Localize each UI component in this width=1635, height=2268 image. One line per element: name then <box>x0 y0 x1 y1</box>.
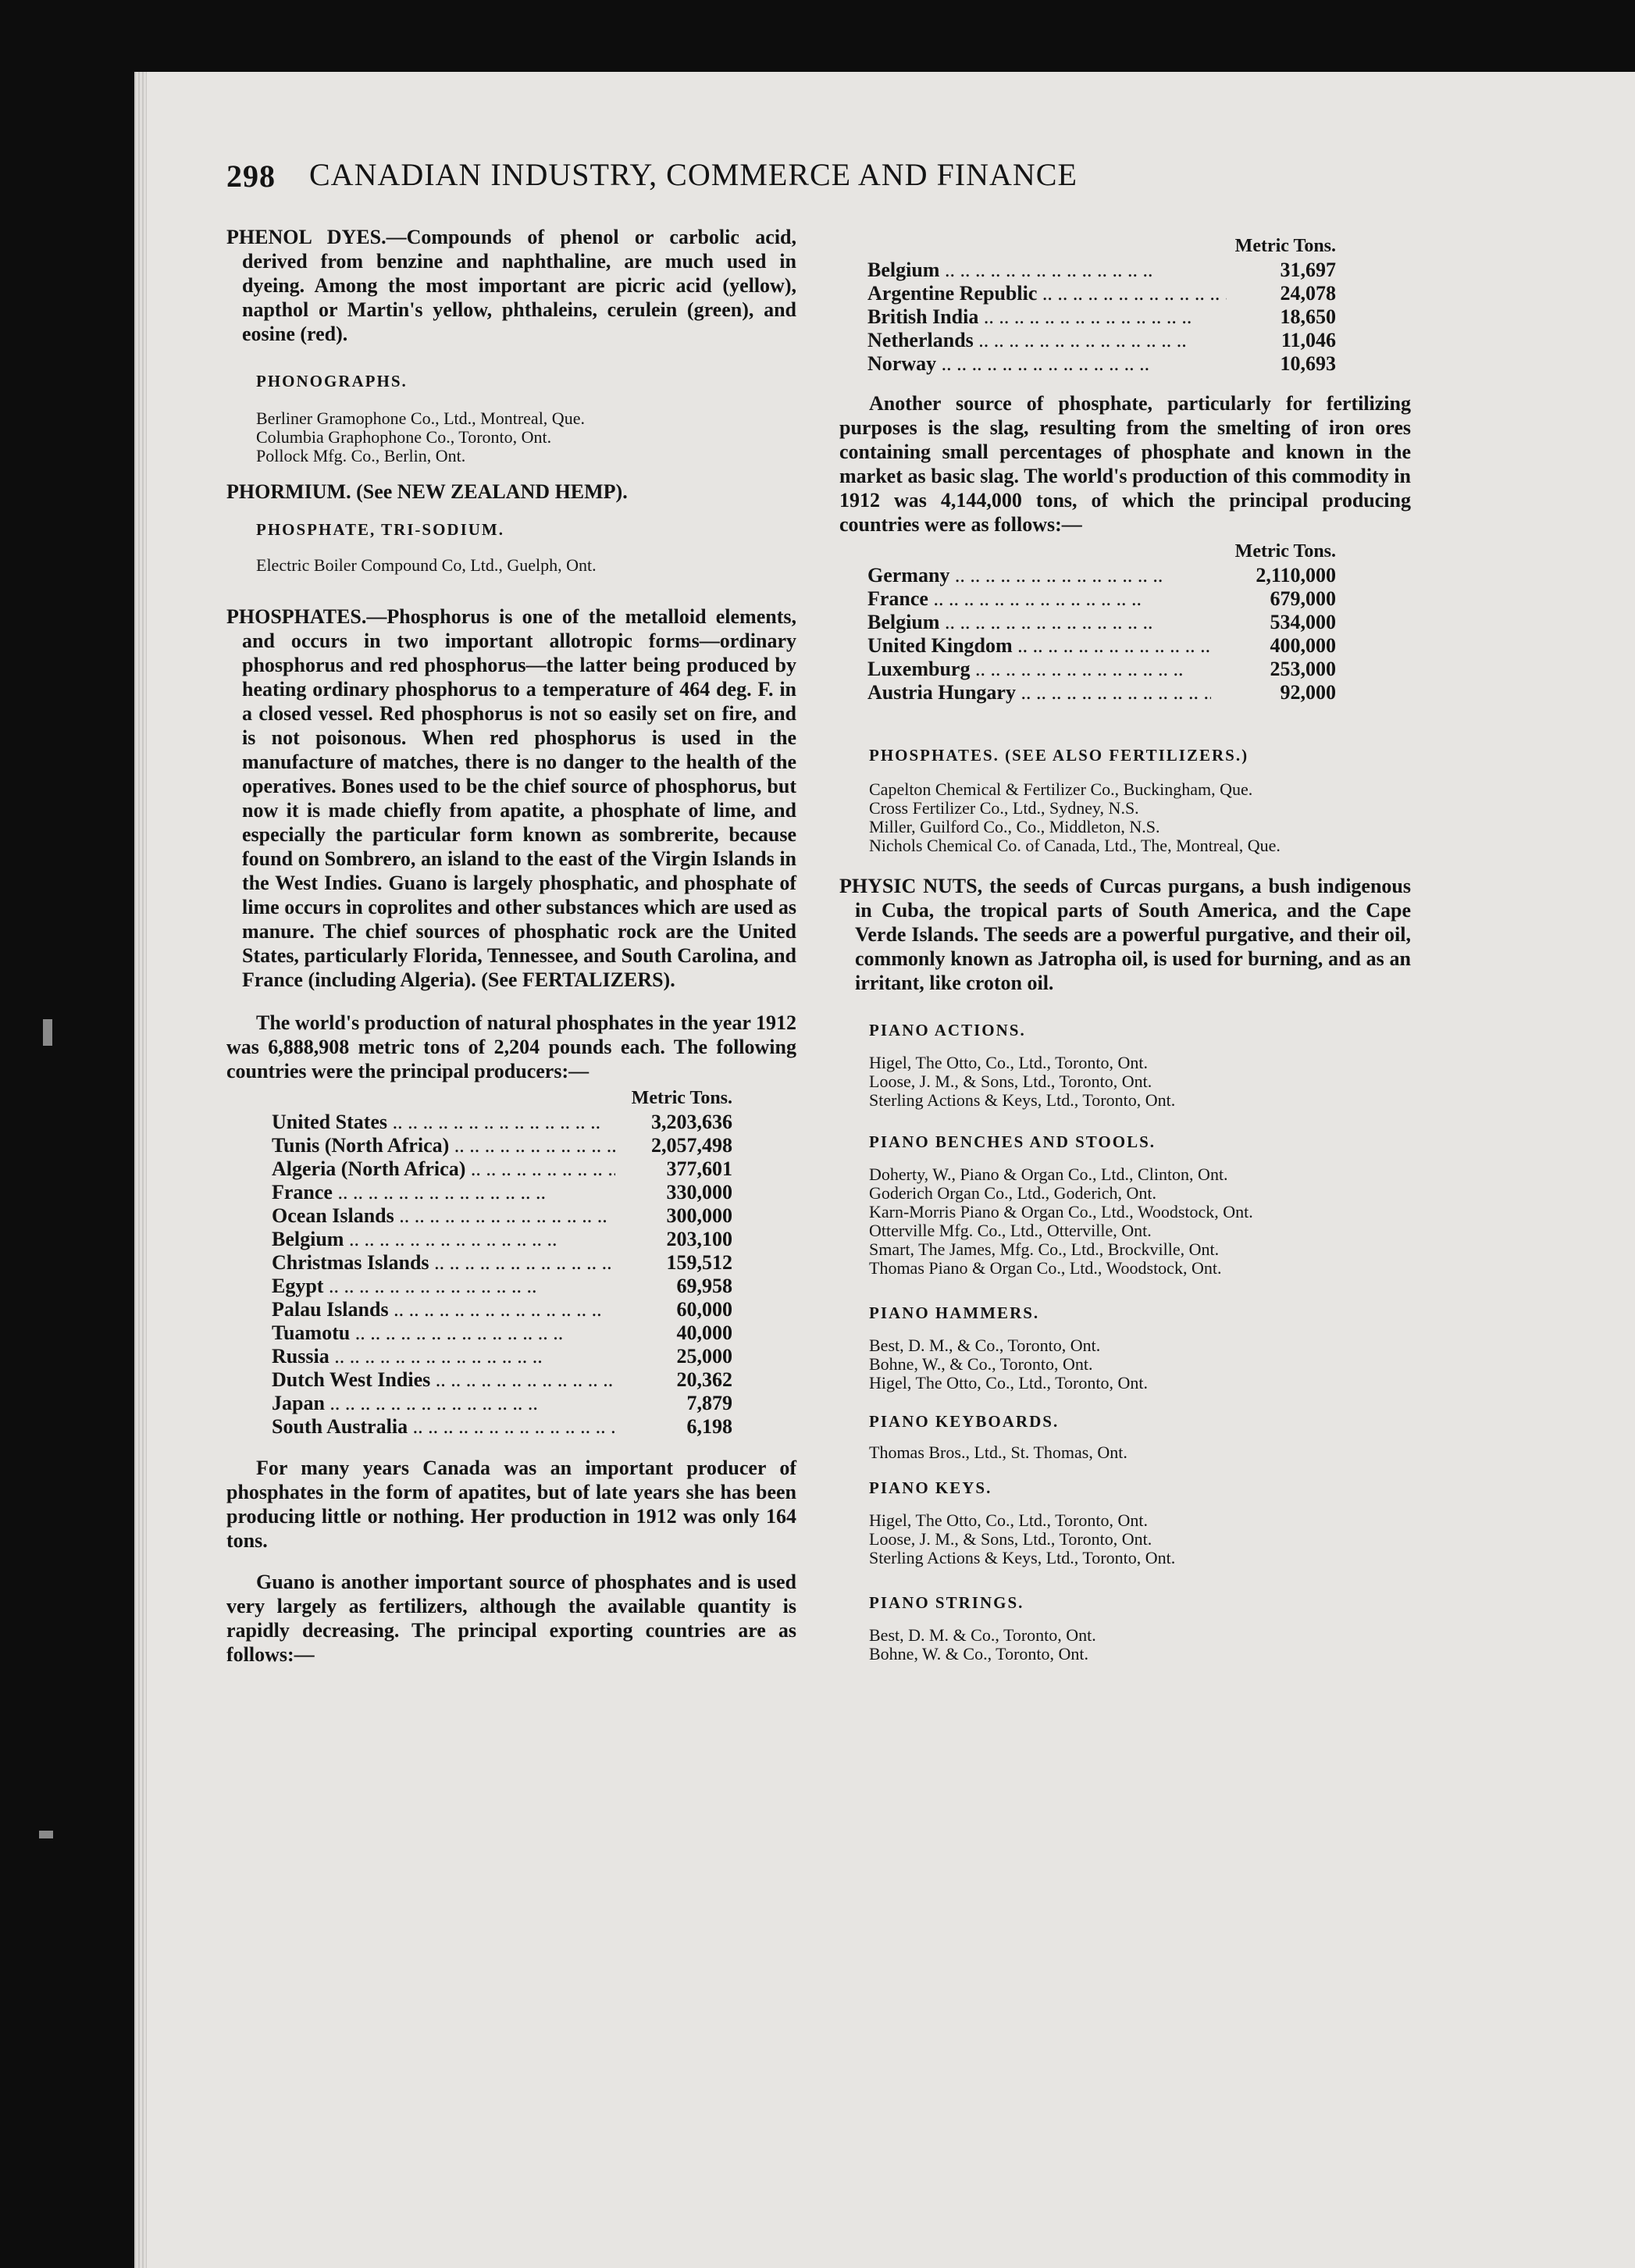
country-cell: Tuamotu .. .. <box>272 1321 615 1345</box>
firm-entry: Berliner Gramophone Co., Ltd., Montreal, Que. <box>256 408 585 428</box>
page-number: 298 <box>226 159 276 194</box>
firm-entry: Electric Boiler Compound Co, Ltd., Guelph, Ont. <box>256 555 597 575</box>
tons-cell: 300,000 <box>666 1204 732 1227</box>
country-cell: Belgium .. .. <box>272 1228 615 1251</box>
page-header <box>226 156 1382 203</box>
tons-cell: 203,100 <box>666 1228 732 1250</box>
tons-cell: 69,958 <box>676 1275 732 1297</box>
table-row <box>867 352 1336 376</box>
firm-entry: Pollock Mfg. Co., Berlin, Ont. <box>256 446 466 465</box>
entry-text: the seeds of Curcas purgans, a bush indigenous in Cuba, the tropical parts of South America, and the Cape Verde Islands. The seeds are a powerful purgative, and their oil, commonly known as Jatropha oil, is used for burning, and as an irritant, like croton oil. <box>855 875 1411 994</box>
entry-head: PHOSPHATES. <box>226 605 367 628</box>
firm-list <box>839 1511 1411 1567</box>
tons-cell: 24,078 <box>1280 282 1336 305</box>
table-units: Metric Tons. <box>1234 236 1336 256</box>
country-cell: France .. .. <box>867 587 1211 611</box>
table-row <box>272 1275 732 1298</box>
tons-cell: 400,000 <box>1270 634 1336 657</box>
country-cell: Norway .. .. <box>867 352 1227 376</box>
table-row <box>272 1298 732 1321</box>
firm-entry: Doherty, W., Piano & Organ Co., Ltd., Clinton, Ont. <box>869 1164 1228 1184</box>
firm-entry: Smart, The James, Mfg. Co., Ltd., Brockville, Ont. <box>869 1239 1220 1259</box>
table-row <box>272 1111 732 1134</box>
firm-entry: Higel, The Otto, Co., Ltd., Toronto, Ont. <box>869 1510 1148 1530</box>
table-row <box>272 1157 732 1181</box>
entry-text: —Compounds of phenol or carbolic acid, derived from benzine and naphthaline, are much used in dyeing. Among the most important are picric acid (yellow), napthol or Martin's yellow, phthaleins, cerulein (green), and eosine (red). <box>242 226 796 345</box>
tons-cell: 7,879 <box>686 1392 732 1414</box>
table-row <box>272 1251 732 1275</box>
right-column <box>839 234 1411 1664</box>
country-cell: Algeria (North Africa) .. .. <box>272 1157 615 1181</box>
scan-mark <box>43 1019 52 1046</box>
firm-list <box>839 780 1411 855</box>
production-paragraph: The world's production of natural phosphates in the year 1912 was 6,888,908 metric tons of 2,204 pounds each. The following countries were the principal producers:— <box>226 1011 796 1082</box>
table-row <box>867 587 1336 611</box>
tons-cell: 10,693 <box>1280 352 1336 375</box>
firm-entry: Miller, Guilford Co., Co., Middleton, N.S. <box>869 817 1160 836</box>
firm-entry: Thomas Piano & Organ Co., Ltd., Woodstock, Ont. <box>869 1258 1222 1278</box>
canada-paragraph: For many years Canada was an important producer of phosphates in the form of apatites, but of late years she has been producing little or nothing. Her production in 1912 was only 164 tons. <box>226 1457 796 1552</box>
entry-text: —Phosphorus is one of the metalloid elements, and occurs in two important allotropic forms—ordinary phosphorus and red phosphorus—the latter being produced by heating ordinary phosphorus to a temperature of 464 deg. F. in a closed vessel. Red phosphorus is not so easily set on fire, and is not poisonous. When red phosphorus is used in the manufacture of matches, there is no danger to the health of the operatives. Bones used to be the chief source of phosphorus, but now it is made chiefly from apatite, a phosphate of lime, and especially the particular form known as sombrerite, because found on Sombrero, an island to the east of the Virgin Islands in the West Indies. Guano is largely phosphatic, and phosphate of lime occurs in coprolites and other substances which are used as manure. The chief sources of phosphatic rock are the United States, particularly Florida, Tennessee, and South Carolina, and France (including Algeria). (See FERTALIZERS). <box>242 605 796 991</box>
firm-entry: Karn-Morris Piano & Organ Co., Ltd., Woodstock, Ont. <box>869 1202 1253 1221</box>
table-row <box>867 329 1336 352</box>
country-cell: United Kingdom .. .. <box>867 634 1211 658</box>
country-cell: United States .. .. <box>272 1111 615 1134</box>
entry-phenol-dyes <box>226 225 796 346</box>
section-heading-piano-keyboards: PIANO KEYBOARDS. <box>869 1412 1060 1431</box>
table-row <box>867 611 1336 634</box>
section-heading-piano-hammers: PIANO HAMMERS. <box>869 1303 1040 1322</box>
firm-entry: Otterville Mfg. Co., Ltd., Otterville, Ont. <box>869 1221 1152 1240</box>
firm-list <box>839 1165 1411 1278</box>
table-row <box>867 305 1336 329</box>
country-cell: Japan .. .. <box>272 1392 615 1415</box>
tons-cell: 11,046 <box>1281 329 1336 351</box>
tons-cell: 31,697 <box>1280 259 1336 281</box>
country-cell: Netherlands .. .. <box>867 329 1227 352</box>
country-cell: Palau Islands .. .. <box>272 1298 615 1321</box>
entry-head: PHORMIUM. <box>226 480 351 503</box>
firm-entry: Sterling Actions & Keys, Ltd., Toronto, Ont. <box>869 1548 1176 1567</box>
table-row <box>867 634 1336 658</box>
firm-entry: Higel, The Otto, Co., Ltd., Toronto, Ont. <box>869 1053 1148 1072</box>
firm-entry: Best, D. M., & Co., Toronto, Ont. <box>869 1335 1101 1355</box>
tons-cell: 534,000 <box>1270 611 1336 633</box>
country-cell: South Australia .. .. <box>272 1415 615 1439</box>
slag-table <box>867 564 1336 704</box>
section-heading-piano-keys: PIANO KEYS. <box>869 1478 992 1497</box>
tons-cell: 679,000 <box>1270 587 1336 610</box>
tons-cell: 3,203,636 <box>651 1111 732 1133</box>
section-heading-phosphate-tri-sodium: PHOSPHATE, TRI-SODIUM. <box>256 520 505 539</box>
producers-table-wrap <box>272 1086 732 1439</box>
table-row <box>867 564 1336 587</box>
tons-cell: 92,000 <box>1280 681 1336 704</box>
firm-list <box>839 1054 1411 1110</box>
entry-head: PHENOL DYES. <box>226 226 386 248</box>
table-row <box>272 1204 732 1228</box>
country-cell: Russia .. .. <box>272 1345 615 1368</box>
tons-cell: 2,057,498 <box>651 1134 732 1157</box>
country-cell: Ocean Islands .. .. <box>272 1204 615 1228</box>
tons-cell: 159,512 <box>666 1251 732 1274</box>
table-row <box>867 282 1336 305</box>
left-column <box>226 225 796 1667</box>
firm-list <box>839 1626 1411 1664</box>
firm-entry: Sterling Actions & Keys, Ltd., Toronto, Ont. <box>869 1090 1176 1110</box>
firm-entry: Bohne, W., & Co., Toronto, Ont. <box>869 1354 1093 1374</box>
country-cell: British India .. .. <box>867 305 1227 329</box>
table-row <box>272 1228 732 1251</box>
firm-entry: Best, D. M. & Co., Toronto, Ont. <box>869 1625 1096 1645</box>
country-cell: Austria Hungary .. .. <box>867 681 1211 704</box>
tons-cell: 40,000 <box>676 1321 732 1344</box>
country-cell: Tunis (North Africa) .. .. <box>272 1134 615 1157</box>
country-cell: Belgium .. .. <box>867 611 1211 634</box>
tons-cell: 6,198 <box>686 1415 732 1438</box>
firm-entry: Nichols Chemical Co. of Canada, Ltd., The, Montreal, Que. <box>869 836 1281 855</box>
producers-table <box>272 1111 732 1439</box>
entry-text: (See NEW ZEALAND HEMP). <box>356 480 628 503</box>
tons-cell: 330,000 <box>666 1181 732 1204</box>
country-cell: Christmas Islands .. .. <box>272 1251 615 1275</box>
table-row <box>272 1134 732 1157</box>
page-edge <box>134 72 147 2268</box>
table-row <box>272 1415 732 1439</box>
section-heading-piano-benches: PIANO BENCHES AND STOOLS. <box>869 1132 1156 1151</box>
firm-entry: Thomas Bros., Ltd., St. Thomas, Ont. <box>869 1442 1127 1462</box>
firm-entry: Loose, J. M., & Sons, Ltd., Toronto, Ont. <box>869 1072 1152 1091</box>
table-row <box>272 1321 732 1345</box>
firm-entry: Higel, The Otto, Co., Ltd., Toronto, Ont. <box>869 1373 1148 1393</box>
slag-table-wrap <box>867 540 1336 704</box>
slag-paragraph: Another source of phosphate, particularly for fertilizing purposes is the slag, resulting from the smelting of iron ores containing small percentages of phosphate and known in the market as basic slag. The world's production of this commodity in 1912 was 4,144,000 tons, of which the principal producing countries were as follows:— <box>839 392 1411 536</box>
country-cell: Dutch West Indies .. .. <box>272 1368 615 1392</box>
table-row <box>272 1345 732 1368</box>
firm-list <box>226 409 796 465</box>
country-cell: Luxemburg .. .. <box>867 658 1211 681</box>
section-heading-piano-actions: PIANO ACTIONS. <box>869 1021 1026 1040</box>
scan-mark <box>39 1831 53 1838</box>
table-units: Metric Tons. <box>1234 541 1336 562</box>
tons-cell: 2,110,000 <box>1256 564 1336 587</box>
table-row <box>272 1368 732 1392</box>
entry-head: PHYSIC NUTS, <box>839 875 983 897</box>
exporters-table-wrap <box>867 234 1336 376</box>
guano-paragraph: Guano is another important source of phosphates and is used very largely as fertilizers, although the available quantity is rapidly decreasing. The principal exporting countries are as follows:— <box>226 1571 796 1666</box>
tons-cell: 377,601 <box>666 1157 732 1180</box>
firm-list <box>226 556 796 575</box>
country-cell: Germany .. .. <box>867 564 1211 587</box>
tons-cell: 253,000 <box>1270 658 1336 680</box>
country-cell: Egypt .. .. <box>272 1275 615 1298</box>
firm-entry: Capelton Chemical & Fertilizer Co., Buckingham, Que. <box>869 779 1253 799</box>
tons-cell: 60,000 <box>676 1298 732 1321</box>
table-units: Metric Tons. <box>631 1088 732 1108</box>
firm-entry: Loose, J. M., & Sons, Ltd., Toronto, Ont. <box>869 1529 1152 1549</box>
table-row <box>867 658 1336 681</box>
firm-entry: Bohne, W. & Co., Toronto, Ont. <box>869 1644 1089 1664</box>
country-cell: Belgium .. .. <box>867 259 1227 282</box>
entry-physic-nuts <box>839 874 1411 995</box>
table-row <box>867 681 1336 704</box>
firm-list <box>839 1336 1411 1393</box>
table-row <box>272 1181 732 1204</box>
table-row <box>867 259 1336 282</box>
exporters-table <box>867 259 1336 376</box>
table-row <box>272 1392 732 1415</box>
section-heading-phonographs: PHONOGRAPHS. <box>256 372 408 390</box>
firm-entry: Cross Fertilizer Co., Ltd., Sydney, N.S. <box>869 798 1139 818</box>
country-cell: France .. .. <box>272 1181 615 1204</box>
country-cell: Argentine Republic .. .. <box>867 282 1227 305</box>
firm-list <box>839 1443 1411 1462</box>
firm-entry: Columbia Graphophone Co., Toronto, Ont. <box>256 427 552 447</box>
section-heading-piano-strings: PIANO STRINGS. <box>869 1593 1024 1612</box>
tons-cell: 20,362 <box>676 1368 732 1391</box>
tons-cell: 25,000 <box>676 1345 732 1368</box>
tons-cell: 18,650 <box>1280 305 1336 328</box>
entry-phormium <box>226 480 796 504</box>
firm-entry: Goderich Organ Co., Ltd., Goderich, Ont. <box>869 1183 1157 1203</box>
entry-phosphates <box>226 604 796 992</box>
section-heading-phosphates: PHOSPHATES. (SEE ALSO FERTILIZERS.) <box>869 746 1249 765</box>
running-title: CANADIAN INDUSTRY, COMMERCE AND FINANCE <box>309 157 1078 192</box>
